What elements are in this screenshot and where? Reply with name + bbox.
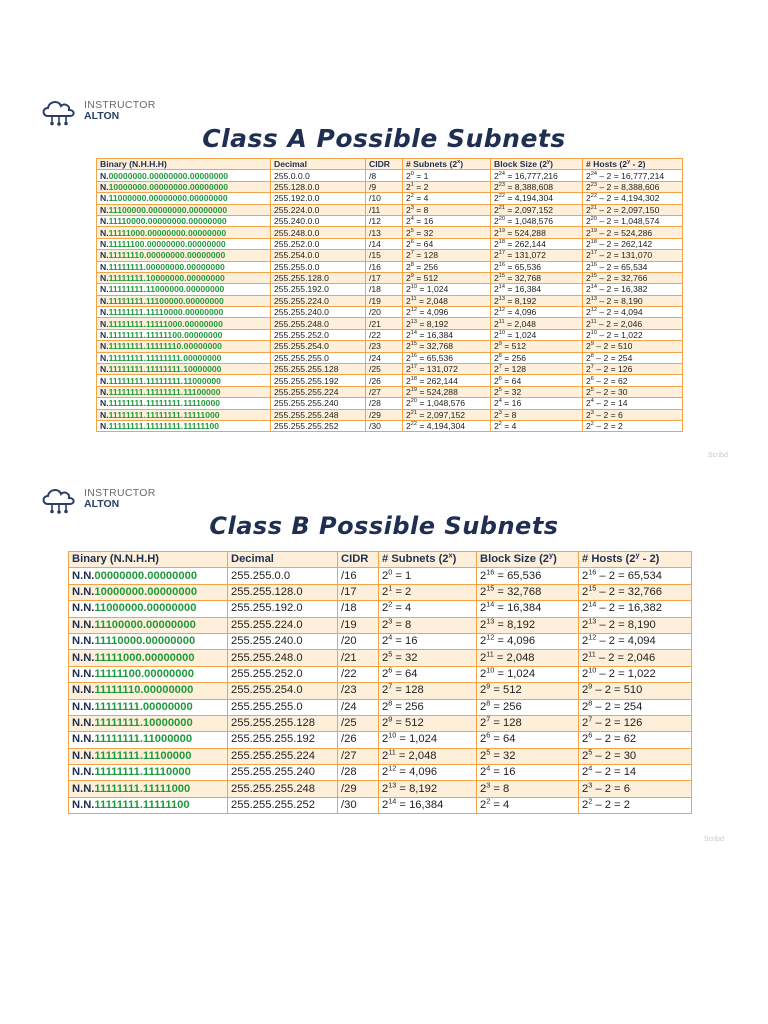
cell-decimal: 255.255.255.128	[271, 364, 366, 375]
cell-block-size: $2^3 = 8$	[491, 409, 583, 420]
cell-decimal: 255.248.0.0	[271, 227, 366, 238]
cell-hosts: $2^{12} - 2 = 4,094$	[579, 633, 692, 649]
cell-subnets: $2^4 = 16$	[403, 215, 491, 226]
table-row	[97, 364, 683, 375]
cell-binary: N.N.11111111.10000000	[69, 715, 228, 731]
cell-decimal: 255.255.255.192	[271, 375, 366, 386]
cell-decimal: 255.255.255.248	[228, 781, 338, 797]
cell-hosts: $2^5 - 2 = 30$	[579, 748, 692, 764]
header-hosts: # Hosts (2$^y$ - 2)	[579, 552, 692, 568]
class-a-subnet-table	[96, 158, 683, 432]
table-row	[97, 227, 683, 238]
cell-subnets: $2^0 = 1$	[379, 568, 477, 584]
cell-decimal: 255.255.248.0	[271, 318, 366, 329]
table-row	[97, 341, 683, 352]
cell-binary: N.N.11000000.00000000	[69, 601, 228, 617]
cell-cidr: /18	[366, 284, 403, 295]
cell-binary: N.N.11111111.11100000	[69, 748, 228, 764]
cell-binary: N.11111111.11100000.00000000	[97, 295, 271, 306]
cell-binary: N.N.11111111.11110000	[69, 765, 228, 781]
cell-decimal: 255.255.224.0	[228, 617, 338, 633]
cell-block-size: $2^{10} = 1,024$	[477, 666, 579, 682]
cell-decimal: 255.255.240.0	[271, 307, 366, 318]
cell-subnets: $2^{14} = 16,384$	[379, 797, 477, 813]
cell-block-size: $2^{15} = 32,768$	[491, 272, 583, 283]
cell-cidr: /8	[366, 170, 403, 181]
cell-hosts: $2^{16} - 2 = 65,534$	[579, 568, 692, 584]
cell-hosts: $2^{14} - 2 = 16,382$	[583, 284, 683, 295]
cell-hosts: $2^8 - 2 = 254$	[583, 352, 683, 363]
cell-hosts: $2^{11} - 2 = 2,046$	[583, 318, 683, 329]
cell-cidr: /16	[338, 568, 379, 584]
cell-subnets: $2^3 = 8$	[379, 617, 477, 633]
cell-binary: N.N.11111111.00000000	[69, 699, 228, 715]
cell-block-size: $2^{22} = 4,194,304$	[491, 193, 583, 204]
cell-binary: N.11111111.11111100.00000000	[97, 329, 271, 340]
cell-binary: N.11111111.11111111.11100000	[97, 386, 271, 397]
cell-decimal: 255.192.0.0	[271, 193, 366, 204]
cell-cidr: /23	[366, 341, 403, 352]
table-row	[97, 352, 683, 363]
cell-block-size: $2^5 = 32$	[491, 386, 583, 397]
cell-block-size: $2^{12} = 4,096$	[491, 307, 583, 318]
cell-cidr: /22	[366, 329, 403, 340]
header-subnets: # Subnets (2$^x$)	[403, 159, 491, 170]
cell-cidr: /9	[366, 181, 403, 192]
table-row	[69, 633, 692, 649]
table-row	[97, 181, 683, 192]
cell-subnets: $2^1 = 2$	[403, 181, 491, 192]
cell-hosts: $2^{15} - 2 = 32,766$	[579, 584, 692, 600]
cell-cidr: /12	[366, 215, 403, 226]
cell-block-size: $2^4 = 16$	[491, 398, 583, 409]
cell-hosts: $2^7 - 2 = 126$	[579, 715, 692, 731]
cell-binary: N.11111110.00000000.00000000	[97, 250, 271, 261]
cell-cidr: /30	[338, 797, 379, 813]
cell-cidr: /13	[366, 227, 403, 238]
table-row	[69, 797, 692, 813]
cell-subnets: $2^7 = 128$	[379, 683, 477, 699]
cell-subnets: $2^8 = 256$	[403, 261, 491, 272]
cell-hosts: $2^6 - 2 = 62$	[579, 732, 692, 748]
cell-decimal: 255.255.255.252	[271, 420, 366, 431]
cell-decimal: 255.255.255.192	[228, 732, 338, 748]
cell-block-size: $2^{23} = 8,388,608$	[491, 181, 583, 192]
cell-hosts: $2^{11} - 2 = 2,046$	[579, 650, 692, 666]
cell-hosts: $2^4 - 2 = 14$	[583, 398, 683, 409]
cell-block-size: $2^{20} = 1,048,576$	[491, 215, 583, 226]
header-decimal: Decimal	[271, 159, 366, 170]
cell-block-size: $2^{17} = 131,072$	[491, 250, 583, 261]
cell-hosts: $2^{21} - 2 = 2,097,150$	[583, 204, 683, 215]
cell-subnets: $2^2 = 4$	[379, 601, 477, 617]
cell-hosts: $2^2 - 2 = 2$	[579, 797, 692, 813]
cell-block-size: $2^6 = 64$	[477, 732, 579, 748]
table-row	[69, 666, 692, 682]
cell-block-size: $2^5 = 32$	[477, 748, 579, 764]
cell-binary: N.N.11111110.00000000	[69, 683, 228, 699]
cell-cidr: /30	[366, 420, 403, 431]
table-row	[69, 584, 692, 600]
table-row	[97, 295, 683, 306]
cell-binary: N.N.11111111.11000000	[69, 732, 228, 748]
table-row	[97, 386, 683, 397]
cell-binary: N.N.11111100.00000000	[69, 666, 228, 682]
cell-subnets: $2^{13} = 8,192$	[379, 781, 477, 797]
table-row	[69, 617, 692, 633]
cell-block-size: $2^{13} = 8,192$	[477, 617, 579, 633]
cell-hosts: $2^{17} - 2 = 131,070$	[583, 250, 683, 261]
cell-hosts: $2^3 - 2 = 6$	[583, 409, 683, 420]
header-decimal: Decimal	[228, 552, 338, 568]
table-row	[69, 781, 692, 797]
cell-cidr: /20	[338, 633, 379, 649]
cell-subnets: $2^{15} = 32,768$	[403, 341, 491, 352]
cell-block-size: $2^{16} = 65,536$	[491, 261, 583, 272]
header-block-size: Block Size (2$^y$)	[491, 159, 583, 170]
table-row	[97, 398, 683, 409]
watermark: Scribd	[704, 836, 724, 843]
cell-binary: N.N.11110000.00000000	[69, 633, 228, 649]
table-row	[97, 261, 683, 272]
cell-cidr: /16	[366, 261, 403, 272]
cell-block-size: $2^{10} = 1,024$	[491, 329, 583, 340]
table-row	[97, 193, 683, 204]
table-row	[69, 601, 692, 617]
cell-cidr: /28	[338, 765, 379, 781]
cell-cidr: /15	[366, 250, 403, 261]
cell-cidr: /24	[366, 352, 403, 363]
cell-decimal: 255.252.0.0	[271, 238, 366, 249]
cell-cidr: /17	[366, 272, 403, 283]
cell-hosts: $2^{13} - 2 = 8,190$	[583, 295, 683, 306]
cell-binary: N.11100000.00000000.00000000	[97, 204, 271, 215]
header-subnets: # Subnets (2$^x$)	[379, 552, 477, 568]
cell-cidr: /29	[366, 409, 403, 420]
cell-subnets: $2^{11} = 2,048$	[379, 748, 477, 764]
cell-subnets: $2^{11} = 2,048$	[403, 295, 491, 306]
cell-block-size: $2^{21} = 2,097,152$	[491, 204, 583, 215]
cell-decimal: 255.255.224.0	[271, 295, 366, 306]
table-row	[97, 238, 683, 249]
cell-block-size: $2^7 = 128$	[491, 364, 583, 375]
cell-subnets: $2^{14} = 16,384$	[403, 329, 491, 340]
table-row	[97, 307, 683, 318]
table-row	[97, 409, 683, 420]
cell-hosts: $2^{12} - 2 = 4,094$	[583, 307, 683, 318]
cell-hosts: $2^5 - 2 = 30$	[583, 386, 683, 397]
cell-block-size: $2^7 = 128$	[477, 715, 579, 731]
cell-binary: N.00000000.00000000.00000000	[97, 170, 271, 181]
table-row	[69, 699, 692, 715]
cell-decimal: 255.255.254.0	[271, 341, 366, 352]
cell-subnets: $2^5 = 32$	[379, 650, 477, 666]
cell-hosts: $2^3 - 2 = 6$	[579, 781, 692, 797]
cell-decimal: 255.255.255.128	[228, 715, 338, 731]
cell-subnets: $2^{20} = 1,048,576$	[403, 398, 491, 409]
cell-binary: N.11111111.11111111.11000000	[97, 375, 271, 386]
cell-block-size: $2^8 = 256$	[491, 352, 583, 363]
cell-subnets: $2^{13} = 8,192$	[403, 318, 491, 329]
cell-hosts: $2^{19} - 2 = 524,286$	[583, 227, 683, 238]
cell-subnets: $2^{22} = 4,194,304$	[403, 420, 491, 431]
table-row	[97, 215, 683, 226]
cell-block-size: $2^8 = 256$	[477, 699, 579, 715]
cell-block-size: $2^{12} = 4,096$	[477, 633, 579, 649]
cell-decimal: 255.254.0.0	[271, 250, 366, 261]
cell-binary: N.11111111.11111110.00000000	[97, 341, 271, 352]
cell-block-size: $2^{11} = 2,048$	[491, 318, 583, 329]
cell-decimal: 255.255.255.224	[228, 748, 338, 764]
cell-block-size: $2^{18} = 262,144$	[491, 238, 583, 249]
cell-block-size: $2^2 = 4$	[491, 420, 583, 431]
cell-block-size: $2^{16} = 65,536$	[477, 568, 579, 584]
cloud-network-icon	[40, 96, 80, 126]
cell-subnets: $2^2 = 4$	[403, 193, 491, 204]
cell-decimal: 255.255.254.0	[228, 683, 338, 699]
table-row	[97, 272, 683, 283]
cell-subnets: $2^{16} = 65,536$	[403, 352, 491, 363]
table-row	[97, 329, 683, 340]
cell-decimal: 255.255.128.0	[271, 272, 366, 283]
header-hosts: # Hosts (2$^y$ - 2)	[583, 159, 683, 170]
watermark: Scribd	[708, 452, 728, 459]
cell-cidr: /29	[338, 781, 379, 797]
logo-line2: ALTON	[84, 498, 120, 510]
header-block-size: Block Size (2$^y$)	[477, 552, 579, 568]
cell-subnets: $2^{18} = 262,144$	[403, 375, 491, 386]
cell-cidr: /20	[366, 307, 403, 318]
cell-decimal: 255.255.255.252	[228, 797, 338, 813]
cell-subnets: $2^{10} = 1,024$	[379, 732, 477, 748]
cell-block-size: $2^{13} = 8,192$	[491, 295, 583, 306]
cell-subnets: $2^9 = 512$	[403, 272, 491, 283]
cell-cidr: /25	[366, 364, 403, 375]
cell-cidr: /27	[366, 386, 403, 397]
cell-binary: N.11111111.11111111.11111000	[97, 409, 271, 420]
cell-binary: N.N.11100000.00000000	[69, 617, 228, 633]
cell-block-size: $2^{19} = 524,288$	[491, 227, 583, 238]
cell-cidr: /21	[366, 318, 403, 329]
cell-subnets: $2^{12} = 4,096$	[403, 307, 491, 318]
cell-hosts: $2^4 - 2 = 14$	[579, 765, 692, 781]
cell-binary: N.N.11111111.11111000	[69, 781, 228, 797]
cell-cidr: /23	[338, 683, 379, 699]
cell-block-size: $2^{15} = 32,768$	[477, 584, 579, 600]
cell-cidr: /25	[338, 715, 379, 731]
cell-subnets: $2^3 = 8$	[403, 204, 491, 215]
cell-hosts: $2^2 - 2 = 2$	[583, 420, 683, 431]
table-row	[97, 204, 683, 215]
cell-subnets: $2^0 = 1$	[403, 170, 491, 181]
cell-block-size: $2^3 = 8$	[477, 781, 579, 797]
cell-decimal: 255.255.255.248	[271, 409, 366, 420]
table-row	[69, 732, 692, 748]
cell-subnets: $2^{17} = 131,072$	[403, 364, 491, 375]
header-cidr: CIDR	[366, 159, 403, 170]
cell-cidr: /14	[366, 238, 403, 249]
cell-binary: N.11111111.11111111.11111100	[97, 420, 271, 431]
cell-subnets: $2^9 = 512$	[379, 715, 477, 731]
cell-block-size: $2^{14} = 16,384$	[477, 601, 579, 617]
cell-hosts: $2^{20} - 2 = 1,048,574$	[583, 215, 683, 226]
cell-hosts: $2^{10} - 2 = 1,022$	[583, 329, 683, 340]
instructor-alton-logo	[40, 484, 156, 514]
cell-decimal: 255.255.248.0	[228, 650, 338, 666]
cell-decimal: 255.255.255.224	[271, 386, 366, 397]
cell-decimal: 255.255.255.0	[271, 352, 366, 363]
cell-binary: N.11111111.11110000.00000000	[97, 307, 271, 318]
cell-binary: N.11000000.00000000.00000000	[97, 193, 271, 204]
class-b-title: Class B Possible Subnets	[209, 512, 559, 540]
cell-cidr: /26	[338, 732, 379, 748]
cell-decimal: 255.255.240.0	[228, 633, 338, 649]
cell-binary: N.11111111.11000000.00000000	[97, 284, 271, 295]
logo-line1: INSTRUCTOR	[84, 99, 156, 111]
cell-binary: N.N.00000000.00000000	[69, 568, 228, 584]
cell-cidr: /10	[366, 193, 403, 204]
table-row	[69, 650, 692, 666]
cell-subnets: $2^{21} = 2,097,152$	[403, 409, 491, 420]
cell-subnets: $2^{10} = 1,024$	[403, 284, 491, 295]
cell-cidr: /28	[366, 398, 403, 409]
cell-decimal: 255.255.0.0	[228, 568, 338, 584]
logo-line1: INSTRUCTOR	[84, 487, 156, 499]
cell-block-size: $2^4 = 16$	[477, 765, 579, 781]
cell-subnets: $2^6 = 64$	[379, 666, 477, 682]
table-row	[69, 715, 692, 731]
cell-cidr: /21	[338, 650, 379, 666]
cell-hosts: $2^9 - 2 = 510$	[583, 341, 683, 352]
header-binary: Binary (N.N.H.H)	[69, 552, 228, 568]
cell-decimal: 255.255.255.240	[271, 398, 366, 409]
cell-binary: N.11111111.00000000.00000000	[97, 261, 271, 272]
cell-hosts: $2^8 - 2 = 254$	[579, 699, 692, 715]
cell-cidr: /11	[366, 204, 403, 215]
cell-binary: N.11111111.11111111.10000000	[97, 364, 271, 375]
cell-decimal: 255.255.252.0	[228, 666, 338, 682]
cell-binary: N.10000000.00000000.00000000	[97, 181, 271, 192]
cell-hosts: $2^{23} - 2 = 8,388,606$	[583, 181, 683, 192]
table-row	[69, 765, 692, 781]
cell-subnets: $2^1 = 2$	[379, 584, 477, 600]
cell-hosts: $2^{18} - 2 = 262,142$	[583, 238, 683, 249]
cell-cidr: /27	[338, 748, 379, 764]
table-row	[97, 318, 683, 329]
cell-subnets: $2^{12} = 4,096$	[379, 765, 477, 781]
table-header-row	[69, 552, 692, 568]
header-cidr: CIDR	[338, 552, 379, 568]
table-row	[97, 170, 683, 181]
cell-block-size: $2^{24} = 16,777,216$	[491, 170, 583, 181]
table-row	[97, 420, 683, 431]
cell-block-size: $2^2 = 4$	[477, 797, 579, 813]
cloud-network-icon	[40, 484, 80, 514]
table-row	[97, 284, 683, 295]
cell-hosts: $2^{16} - 2 = 65,534$	[583, 261, 683, 272]
cell-block-size: $2^{11} = 2,048$	[477, 650, 579, 666]
table-row	[69, 568, 692, 584]
table-row	[69, 683, 692, 699]
cell-decimal: 255.255.192.0	[271, 284, 366, 295]
cell-decimal: 255.255.255.0	[228, 699, 338, 715]
cell-block-size: $2^6 = 64$	[491, 375, 583, 386]
cell-cidr: /22	[338, 666, 379, 682]
table-row	[97, 250, 683, 261]
cell-decimal: 255.255.252.0	[271, 329, 366, 340]
cell-decimal: 255.128.0.0	[271, 181, 366, 192]
cell-hosts: $2^{13} - 2 = 8,190$	[579, 617, 692, 633]
cell-cidr: /18	[338, 601, 379, 617]
cell-binary: N.11111111.11111111.11110000	[97, 398, 271, 409]
logo-line2: ALTON	[84, 110, 120, 122]
cell-hosts: $2^{10} - 2 = 1,022$	[579, 666, 692, 682]
cell-binary: N.N.11111000.00000000	[69, 650, 228, 666]
cell-subnets: $2^{19} = 524,288$	[403, 386, 491, 397]
cell-binary: N.11111100.00000000.00000000	[97, 238, 271, 249]
cell-hosts: $2^6 - 2 = 62$	[583, 375, 683, 386]
cell-decimal: 255.255.255.240	[228, 765, 338, 781]
cell-hosts: $2^{22} - 2 = 4,194,302$	[583, 193, 683, 204]
table-header-row	[97, 159, 683, 170]
cell-subnets: $2^4 = 16$	[379, 633, 477, 649]
cell-decimal: 255.224.0.0	[271, 204, 366, 215]
cell-binary: N.N.11111111.11111100	[69, 797, 228, 813]
header-binary: Binary (N.H.H.H)	[97, 159, 271, 170]
cell-decimal: 255.255.0.0	[271, 261, 366, 272]
instructor-alton-logo	[40, 96, 156, 126]
cell-decimal: 255.255.128.0	[228, 584, 338, 600]
cell-cidr: /19	[338, 617, 379, 633]
cell-hosts: $2^9 - 2 = 510$	[579, 683, 692, 699]
cell-binary: N.11111111.10000000.00000000	[97, 272, 271, 283]
cell-cidr: /24	[338, 699, 379, 715]
cell-cidr: /19	[366, 295, 403, 306]
cell-subnets: $2^6 = 64$	[403, 238, 491, 249]
cell-hosts: $2^{24} - 2 = 16,777,214$	[583, 170, 683, 181]
class-b-subnet-table	[68, 551, 692, 814]
cell-binary: N.11110000.00000000.00000000	[97, 215, 271, 226]
cell-subnets: $2^5 = 32$	[403, 227, 491, 238]
cell-binary: N.N.10000000.00000000	[69, 584, 228, 600]
table-row	[97, 375, 683, 386]
table-row	[69, 748, 692, 764]
cell-cidr: /26	[366, 375, 403, 386]
cell-block-size: $2^9 = 512$	[491, 341, 583, 352]
cell-subnets: $2^7 = 128$	[403, 250, 491, 261]
cell-binary: N.11111111.11111111.00000000	[97, 352, 271, 363]
cell-binary: N.11111000.00000000.00000000	[97, 227, 271, 238]
cell-binary: N.11111111.11111000.00000000	[97, 318, 271, 329]
cell-decimal: 255.255.192.0	[228, 601, 338, 617]
cell-hosts: $2^7 - 2 = 126$	[583, 364, 683, 375]
cell-subnets: $2^8 = 256$	[379, 699, 477, 715]
cell-cidr: /17	[338, 584, 379, 600]
cell-hosts: $2^{15} - 2 = 32,766$	[583, 272, 683, 283]
cell-decimal: 255.240.0.0	[271, 215, 366, 226]
cell-block-size: $2^9 = 512$	[477, 683, 579, 699]
class-a-title: Class A Possible Subnets	[202, 124, 566, 153]
cell-block-size: $2^{14} = 16,384$	[491, 284, 583, 295]
cell-decimal: 255.0.0.0	[271, 170, 366, 181]
cell-hosts: $2^{14} - 2 = 16,382$	[579, 601, 692, 617]
